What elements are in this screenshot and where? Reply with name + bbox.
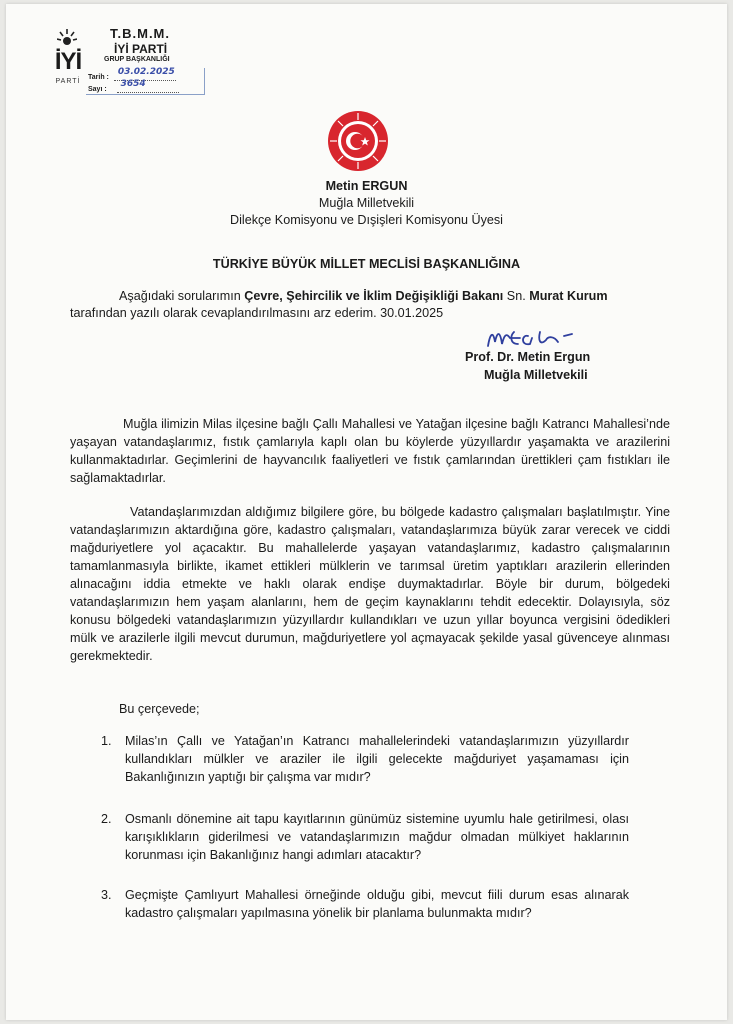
sender-role: Muğla Milletvekili	[318, 196, 415, 210]
logo-subtext: PARTİ	[55, 78, 81, 85]
intro-line-1	[119, 289, 608, 303]
stamp-number-row	[88, 79, 179, 93]
stamp-number-label: Sayı :	[88, 86, 107, 93]
question-item	[101, 886, 629, 926]
question-text: Osmanlı dönemine ait tapu kayıtlarının günümüz sistemine uyumlu hale getirilmesi, olası karışıklıkların giderilmesi ve vatandaşlarımızın mağdur olmadan mülkiyet haklarının korunması için Bakanlığınız hangi adımları atacaktır?	[125, 812, 629, 862]
intro-part-2: Sn.	[503, 289, 530, 303]
stamp-number-value: 3654	[120, 79, 146, 89]
question-number: 3.	[101, 888, 112, 902]
stamp-party: İYİ PARTİ	[114, 42, 168, 56]
logo-text: İYİ	[54, 48, 82, 75]
question-number: 2.	[101, 812, 112, 826]
question-number: 1.	[101, 734, 112, 748]
document-page	[6, 4, 727, 1020]
stamp-title: T.B.M.M.	[110, 26, 170, 41]
party-logo	[48, 28, 84, 92]
handwritten-signature	[484, 326, 579, 352]
body-paragraph-1: Muğla ilimizin Milas ilçesine bağlı Çallı Mahallesi ve Yatağan ilçesine bağlı Katrancı Mahallesi’nde yaşayan vatandaşlarımız, fıstık çamlarıyla kaplı olan bu köylerde yüzyıllardır yaşamakta ve arazilerini kullanmaktadırlar. Geçimlerini de hayvancılık faaliyetleri ve fıstık çamlarından ürettikleri çam fıstıkları ile sağlamaktadırlar.	[70, 417, 670, 485]
stamp-date-label: Tarih :	[88, 74, 109, 81]
signature-title: Muğla Milletvekili	[484, 368, 588, 382]
question-item	[101, 810, 629, 866]
question-item	[101, 732, 629, 788]
sender-name: Metin ERGUN	[325, 179, 408, 193]
stamp-date-value: 03.02.2025	[117, 67, 175, 77]
stamp-group: GRUP BAŞKANLIĞI	[104, 56, 170, 63]
question-text: Geçmişte Çamlıyurt Mahallesi örneğinde olduğu gibi, mevcut fiili durum esas alınarak kadastro çalışmaları yapılmasına yönelik bir planlama bulunmakta mıdır?	[125, 888, 629, 920]
body-paragraph-2: Vatandaşlarımızdan aldığımız bilgilere göre, bu bölgede kadastro çalışmaları başlatılmıştır. Yine vatandaşlarımızın aktardığına göre, kadastro çalışmaları, vatandaşlarımıza büyük zarar verecek ve ciddi mağduriyetlere yol açacaktır. Bu mahallelerde yaşayan vatandaşlarımız, kadastro çalışmalarının tamamlanmasıyla birlikte, ikamet ettikleri mülklerin ve tarımsal üretim yaptıkları arazilerin ellerinden alınacağını iddia etmekte ve haklı olarak endişe duymaktadırlar. Böyle bir durum, bölgedeki vatandaşlarımızın hem yaşam alanlarını, hem de geçim kaynaklarını tehdit edecektir. Dolayısıyla, söz konusu bölgedeki vatandaşlarımızın yüzyıllardır kullandıkları ve uzun yıllar boyunca vergisini ödedikleri mülk ve arazilerle ilgili mevcut durumun, mağduriyetlere yol açmayacak şekilde yasal güvenceye alınması gerekmektedir.	[70, 505, 670, 663]
addressee-title: TÜRKİYE BÜYÜK MİLLET MECLİSİ BAŞKANLIĞINA	[212, 257, 521, 271]
framing-text: Bu çerçevede;	[119, 702, 200, 716]
question-text: Milas’ın Çallı ve Yatağan’ın Katrancı mahallelerindeki vatandaşlarımızın yüzyıllardır kullandıkları mülkler ve araziler ile ilgili gelecekte mağduriyet yaşamaması için Bakanlığınızın yaptığı bir çalışma var mıdır?	[125, 734, 629, 784]
sender-committees: Dilekçe Komisyonu ve Dışişleri Komisyonu Üyesi	[230, 213, 503, 227]
intro-part-1: Aşağıdaki sorularımın	[119, 289, 245, 303]
sun-icon	[57, 28, 77, 48]
signature-name: Prof. Dr. Metin Ergun	[465, 350, 591, 364]
intro-ministry: Çevre, Şehircilik ve İklim Değişikliği Bakanı	[244, 289, 504, 303]
intro-minister: Murat Kurum	[529, 289, 608, 303]
intro-line-2: tarafından yazılı olarak cevaplandırılmasını arz ederim. 30.01.2025	[70, 306, 444, 320]
tbmm-emblem-icon	[327, 110, 389, 172]
